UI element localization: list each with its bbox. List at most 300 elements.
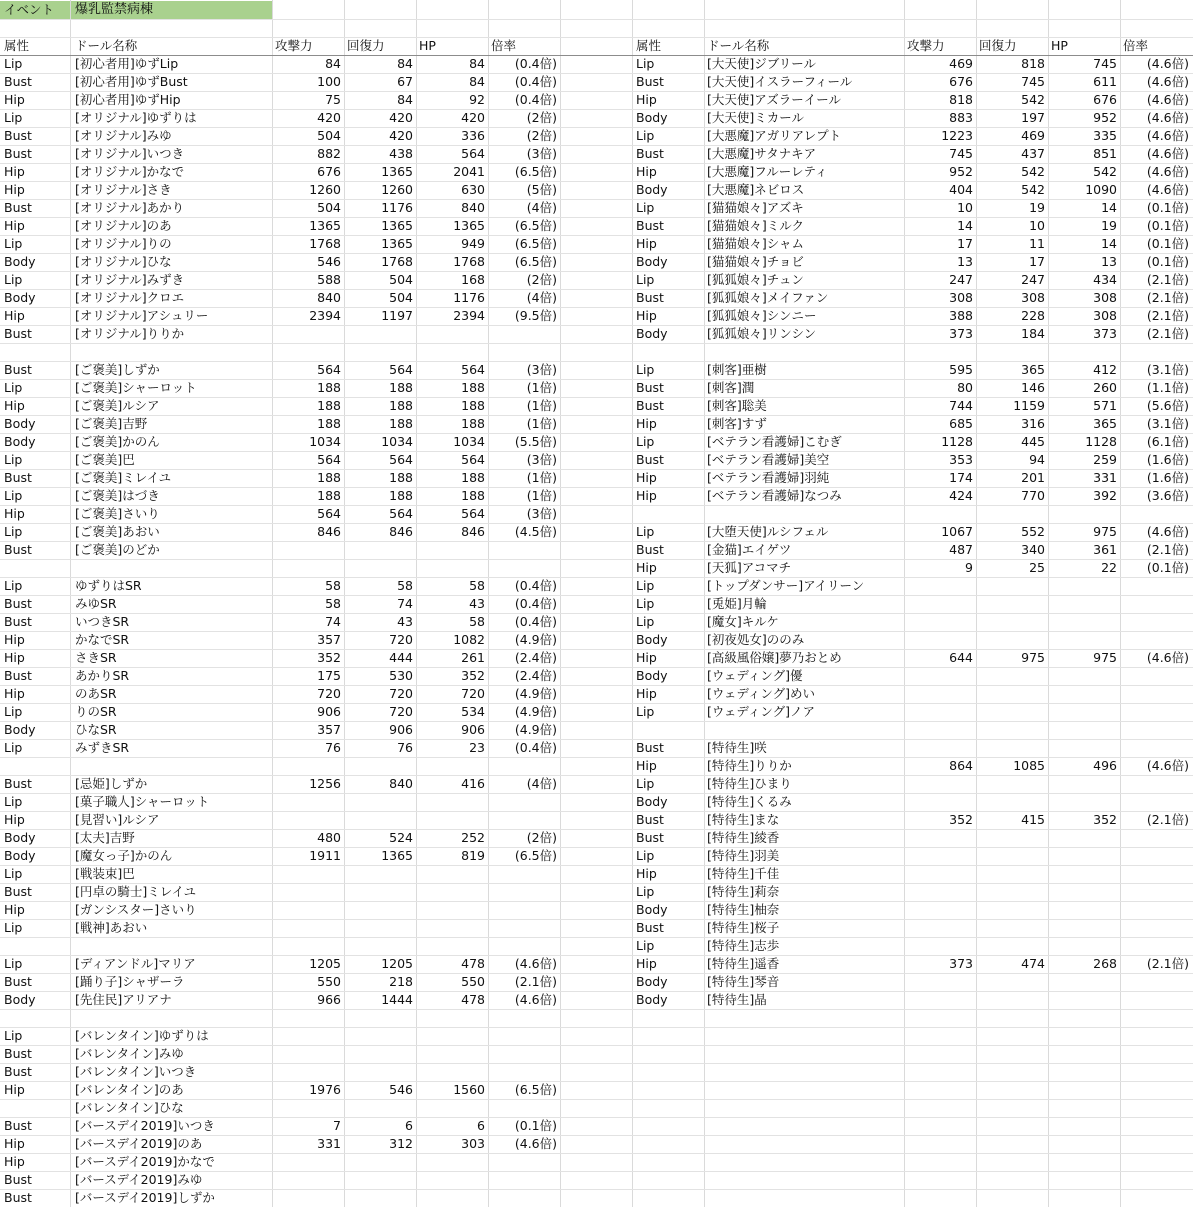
- cell-multiplier[interactable]: (2.1倍): [1146, 308, 1189, 323]
- cell-multiplier[interactable]: (1倍): [526, 416, 557, 431]
- cell-multiplier[interactable]: (2.1倍): [514, 974, 557, 989]
- cell-attribute[interactable]: Body: [636, 992, 668, 1007]
- cell-multiplier[interactable]: (2倍): [526, 830, 557, 845]
- cell-attribute[interactable]: Bust: [4, 974, 32, 989]
- cell-doll-name[interactable]: [狐狐娘々]シンニー: [707, 308, 817, 323]
- cell-doll-name[interactable]: [特待生]遥香: [707, 956, 780, 971]
- cell-multiplier[interactable]: (4.6倍): [1146, 110, 1189, 125]
- cell-multiplier[interactable]: (4.6倍): [1146, 758, 1189, 773]
- cell-hp[interactable]: 188: [461, 470, 485, 485]
- cell-multiplier[interactable]: (4.9倍): [514, 632, 557, 647]
- cell-attribute[interactable]: Bust: [636, 452, 664, 467]
- cell-doll-name[interactable]: [オリジナル]みゆ: [75, 128, 172, 143]
- cell-attribute[interactable]: Hip: [4, 632, 25, 647]
- cell-attack[interactable]: 13: [957, 254, 973, 269]
- cell-recovery[interactable]: 58: [397, 578, 413, 593]
- cell-doll-name[interactable]: [ご褒美]ルシア: [75, 398, 160, 413]
- cell-attack[interactable]: 744: [949, 398, 973, 413]
- cell-multiplier[interactable]: (3倍): [526, 362, 557, 377]
- cell-doll-name[interactable]: [特待生]莉奈: [707, 884, 780, 899]
- cell-attack[interactable]: 373: [949, 956, 973, 971]
- cell-recovery[interactable]: 720: [389, 686, 413, 701]
- cell-attack[interactable]: 174: [949, 470, 973, 485]
- cell-attribute[interactable]: Body: [4, 434, 36, 449]
- cell-doll-name[interactable]: [ウェディング]めい: [707, 686, 816, 701]
- cell-multiplier[interactable]: (6.1倍): [1146, 434, 1189, 449]
- cell-attribute[interactable]: Hip: [4, 398, 25, 413]
- cell-attribute[interactable]: Hip: [636, 956, 657, 971]
- cell-attack[interactable]: 404: [949, 182, 973, 197]
- cell-multiplier[interactable]: (6.5倍): [514, 218, 557, 233]
- cell-attribute[interactable]: Hip: [636, 164, 657, 179]
- cell-doll-name[interactable]: [初心者用]ゆずHip: [75, 92, 181, 107]
- cell-recovery[interactable]: 530: [389, 668, 413, 683]
- cell-attribute[interactable]: Hip: [636, 488, 657, 503]
- cell-attack[interactable]: 1034: [309, 434, 341, 449]
- cell-multiplier[interactable]: (9.5倍): [514, 308, 557, 323]
- cell-attack[interactable]: 469: [949, 56, 973, 71]
- cell-doll-name[interactable]: [兎姫]月輪: [707, 596, 767, 611]
- cell-recovery[interactable]: 524: [389, 830, 413, 845]
- cell-doll-name[interactable]: [特待生]ひまり: [707, 776, 792, 791]
- cell-doll-name[interactable]: [ウェディング]ノア: [707, 704, 816, 719]
- cell-recovery[interactable]: 1197: [381, 308, 413, 323]
- cell-multiplier[interactable]: (1倍): [526, 380, 557, 395]
- cell-attribute[interactable]: Body: [4, 416, 36, 431]
- cell-multiplier[interactable]: (4.6倍): [1146, 524, 1189, 539]
- cell-attribute[interactable]: Hip: [636, 560, 657, 575]
- cell-multiplier[interactable]: (4.6倍): [1146, 74, 1189, 89]
- cell-multiplier[interactable]: (1倍): [526, 398, 557, 413]
- cell-hp[interactable]: 571: [1093, 398, 1117, 413]
- cell-multiplier[interactable]: (1倍): [526, 488, 557, 503]
- cell-hp[interactable]: 58: [469, 614, 485, 629]
- cell-hp[interactable]: 1176: [453, 290, 485, 305]
- cell-doll-name[interactable]: [ご褒美]のどか: [75, 542, 160, 557]
- cell-recovery[interactable]: 846: [389, 524, 413, 539]
- cell-attack[interactable]: 564: [317, 506, 341, 521]
- cell-attribute[interactable]: Bust: [4, 470, 32, 485]
- cell-multiplier[interactable]: (3倍): [526, 506, 557, 521]
- cell-doll-name[interactable]: [魔女っ子]かのん: [75, 848, 173, 863]
- cell-attribute[interactable]: Bust: [636, 74, 664, 89]
- cell-attribute[interactable]: Bust: [4, 200, 32, 215]
- cell-recovery[interactable]: 542: [1021, 92, 1045, 107]
- cell-multiplier[interactable]: (0.4倍): [514, 596, 557, 611]
- cell-doll-name[interactable]: [太夫]吉野: [75, 830, 135, 845]
- cell-recovery[interactable]: 1260: [381, 182, 413, 197]
- cell-doll-name[interactable]: [特待生]志歩: [707, 938, 780, 953]
- cell-hp[interactable]: 14: [1101, 200, 1117, 215]
- cell-attribute[interactable]: Hip: [636, 236, 657, 251]
- cell-attribute[interactable]: Lip: [636, 200, 655, 215]
- cell-recovery[interactable]: 474: [1021, 956, 1045, 971]
- cell-multiplier[interactable]: (0.1倍): [1146, 560, 1189, 575]
- cell-recovery[interactable]: 10: [1029, 218, 1045, 233]
- cell-attribute[interactable]: Lip: [4, 236, 23, 251]
- cell-recovery[interactable]: 504: [389, 272, 413, 287]
- cell-recovery[interactable]: 74: [397, 596, 413, 611]
- cell-doll-name[interactable]: [特待生]桜子: [707, 920, 780, 935]
- cell-hp[interactable]: 13: [1101, 254, 1117, 269]
- cell-attack[interactable]: 1256: [309, 776, 341, 791]
- cell-recovery[interactable]: 188: [389, 488, 413, 503]
- cell-attribute[interactable]: Body: [636, 902, 668, 917]
- cell-recovery[interactable]: 818: [1021, 56, 1045, 71]
- cell-attack[interactable]: 352: [949, 812, 973, 827]
- cell-attack[interactable]: 864: [949, 758, 973, 773]
- cell-attribute[interactable]: Body: [636, 326, 668, 341]
- cell-doll-name[interactable]: [特待生]琴音: [707, 974, 780, 989]
- cell-doll-name[interactable]: [狐狐娘々]チュン: [707, 272, 804, 287]
- cell-attribute[interactable]: Lip: [4, 524, 23, 539]
- cell-hp[interactable]: 84: [469, 74, 485, 89]
- cell-attribute[interactable]: Body: [4, 290, 36, 305]
- cell-attribute[interactable]: Bust: [636, 812, 664, 827]
- cell-attribute[interactable]: Bust: [4, 1118, 32, 1133]
- cell-attribute[interactable]: Bust: [4, 1046, 32, 1061]
- cell-doll-name[interactable]: [オリジナル]りりか: [75, 326, 185, 341]
- cell-doll-name[interactable]: りのSR: [75, 704, 117, 719]
- cell-multiplier[interactable]: (0.4倍): [514, 614, 557, 629]
- cell-doll-name[interactable]: [特待生]柚奈: [707, 902, 780, 917]
- header-multiplier[interactable]: 倍率: [1123, 38, 1149, 53]
- cell-attack[interactable]: 84: [325, 56, 341, 71]
- cell-attack[interactable]: 308: [949, 290, 973, 305]
- cell-attack[interactable]: 564: [317, 452, 341, 467]
- cell-recovery[interactable]: 188: [389, 416, 413, 431]
- cell-attribute[interactable]: Hip: [4, 902, 25, 917]
- cell-attribute[interactable]: Bust: [4, 542, 32, 557]
- cell-attack[interactable]: 1067: [941, 524, 973, 539]
- cell-hp[interactable]: 420: [461, 110, 485, 125]
- cell-doll-name[interactable]: [オリジナル]ゆずりは: [75, 110, 197, 125]
- header-recovery[interactable]: 回復力: [979, 38, 1017, 53]
- cell-doll-name[interactable]: [初心者用]ゆずBust: [75, 74, 188, 89]
- cell-attack[interactable]: 188: [317, 398, 341, 413]
- cell-doll-name[interactable]: [オリジナル]アシュリー: [75, 308, 209, 323]
- cell-attribute[interactable]: Bust: [4, 326, 32, 341]
- cell-attack[interactable]: 188: [317, 488, 341, 503]
- cell-multiplier[interactable]: (4.6倍): [514, 1136, 557, 1151]
- cell-multiplier[interactable]: (4.6倍): [1146, 56, 1189, 71]
- cell-attack[interactable]: 188: [317, 470, 341, 485]
- cell-doll-name[interactable]: [バレンタイン]のあ: [75, 1082, 184, 1097]
- cell-recovery[interactable]: 247: [1021, 272, 1045, 287]
- cell-hp[interactable]: 308: [1093, 290, 1117, 305]
- cell-hp[interactable]: 542: [1093, 164, 1117, 179]
- cell-attribute[interactable]: Body: [4, 722, 36, 737]
- cell-attack[interactable]: 1976: [309, 1082, 341, 1097]
- cell-recovery[interactable]: 25: [1029, 560, 1045, 575]
- cell-hp[interactable]: 416: [461, 776, 485, 791]
- cell-hp[interactable]: 952: [1093, 110, 1117, 125]
- cell-doll-name[interactable]: [踊り子]シャザーラ: [75, 974, 185, 989]
- cell-hp[interactable]: 352: [461, 668, 485, 683]
- cell-doll-name[interactable]: [バレンタイン]ゆずりは: [75, 1028, 209, 1043]
- cell-attack[interactable]: 1365: [309, 218, 341, 233]
- cell-attack[interactable]: 846: [317, 524, 341, 539]
- cell-doll-name[interactable]: [菓子職人]シャーロット: [75, 794, 210, 809]
- header-attack[interactable]: 攻撃力: [907, 38, 945, 53]
- cell-hp[interactable]: 630: [461, 182, 485, 197]
- cell-attack[interactable]: 357: [317, 632, 341, 647]
- cell-multiplier[interactable]: (2倍): [526, 272, 557, 287]
- cell-doll-name[interactable]: [大悪魔]アガリアレプト: [707, 128, 842, 143]
- cell-attack[interactable]: 685: [949, 416, 973, 431]
- cell-attack[interactable]: 588: [317, 272, 341, 287]
- cell-doll-name[interactable]: [大天使]イスラーフィール: [707, 74, 853, 89]
- cell-multiplier[interactable]: (4.9倍): [514, 686, 557, 701]
- cell-multiplier[interactable]: (2倍): [526, 110, 557, 125]
- cell-hp[interactable]: 434: [1093, 272, 1117, 287]
- cell-hp[interactable]: 564: [461, 452, 485, 467]
- cell-attack[interactable]: 745: [949, 146, 973, 161]
- cell-attack[interactable]: 487: [949, 542, 973, 557]
- cell-attribute[interactable]: Hip: [4, 506, 25, 521]
- cell-hp[interactable]: 564: [461, 146, 485, 161]
- cell-attribute[interactable]: Bust: [636, 218, 664, 233]
- cell-attribute[interactable]: Lip: [4, 1028, 23, 1043]
- cell-hp[interactable]: 1082: [453, 632, 485, 647]
- cell-hp[interactable]: 1034: [453, 434, 485, 449]
- cell-doll-name[interactable]: [バースデイ2019]かなで: [75, 1154, 215, 1169]
- cell-attack[interactable]: 952: [949, 164, 973, 179]
- cell-hp[interactable]: 308: [1093, 308, 1117, 323]
- cell-multiplier[interactable]: (6.5倍): [514, 848, 557, 863]
- cell-recovery[interactable]: 188: [389, 380, 413, 395]
- cell-attack[interactable]: 676: [317, 164, 341, 179]
- cell-hp[interactable]: 1365: [453, 218, 485, 233]
- cell-attribute[interactable]: Bust: [4, 596, 32, 611]
- cell-doll-name[interactable]: [狐狐娘々]リンシン: [707, 326, 817, 341]
- cell-hp[interactable]: 478: [461, 992, 485, 1007]
- cell-hp[interactable]: 676: [1093, 92, 1117, 107]
- cell-doll-name[interactable]: [オリジナル]りの: [75, 236, 172, 251]
- cell-recovery[interactable]: 420: [389, 128, 413, 143]
- cell-doll-name[interactable]: [特待生]咲: [707, 740, 767, 755]
- cell-multiplier[interactable]: (0.1倍): [1146, 236, 1189, 251]
- cell-recovery[interactable]: 1444: [381, 992, 413, 1007]
- cell-attribute[interactable]: Hip: [636, 650, 657, 665]
- cell-attribute[interactable]: Hip: [4, 1082, 25, 1097]
- cell-recovery[interactable]: 840: [389, 776, 413, 791]
- cell-doll-name[interactable]: [初心者用]ゆずLip: [75, 56, 179, 71]
- cell-hp[interactable]: 331: [1093, 470, 1117, 485]
- cell-hp[interactable]: 412: [1093, 362, 1117, 377]
- cell-attack[interactable]: 76: [325, 740, 341, 755]
- cell-attribute[interactable]: Lip: [636, 362, 655, 377]
- cell-attribute[interactable]: Lip: [4, 920, 23, 935]
- cell-doll-name[interactable]: [バレンタイン]みゆ: [75, 1046, 184, 1061]
- cell-attribute[interactable]: Lip: [4, 110, 23, 125]
- cell-doll-name[interactable]: [天狐]アコマチ: [707, 560, 792, 575]
- cell-doll-name[interactable]: [大堕天使]ルシフェル: [707, 524, 829, 539]
- cell-multiplier[interactable]: (3倍): [526, 146, 557, 161]
- cell-doll-name[interactable]: [大悪魔]フルーレティ: [707, 164, 828, 179]
- cell-doll-name[interactable]: [オリジナル]みずき: [75, 272, 185, 287]
- cell-hp[interactable]: 840: [461, 200, 485, 215]
- cell-hp[interactable]: 534: [461, 704, 485, 719]
- header-hp[interactable]: HP: [419, 38, 436, 53]
- cell-attribute[interactable]: Bust: [4, 884, 32, 899]
- cell-doll-name[interactable]: [バースデイ2019]いつき: [75, 1118, 215, 1133]
- cell-attribute[interactable]: Hip: [636, 416, 657, 431]
- cell-attribute[interactable]: Hip: [4, 1154, 25, 1169]
- cell-recovery[interactable]: 228: [1021, 308, 1045, 323]
- cell-attribute[interactable]: Lip: [4, 956, 23, 971]
- cell-recovery[interactable]: 340: [1021, 542, 1045, 557]
- cell-attack[interactable]: 966: [317, 992, 341, 1007]
- cell-doll-name[interactable]: [バースデイ2019]のあ: [75, 1136, 203, 1151]
- cell-recovery[interactable]: 542: [1021, 182, 1045, 197]
- cell-doll-name[interactable]: あかりSR: [75, 668, 130, 683]
- header-attribute[interactable]: 属性: [636, 38, 662, 53]
- event-label[interactable]: イベント: [4, 2, 55, 17]
- cell-attack[interactable]: 100: [317, 74, 341, 89]
- cell-attack[interactable]: 644: [949, 650, 973, 665]
- cell-hp[interactable]: 906: [461, 722, 485, 737]
- cell-multiplier[interactable]: (2.4倍): [514, 650, 557, 665]
- cell-recovery[interactable]: 542: [1021, 164, 1045, 179]
- cell-doll-name[interactable]: [オリジナル]かなで: [75, 164, 185, 179]
- cell-attack[interactable]: 14: [957, 218, 973, 233]
- cell-doll-name[interactable]: [ご褒美]あおい: [75, 524, 160, 539]
- cell-recovery[interactable]: 745: [1021, 74, 1045, 89]
- cell-hp[interactable]: 259: [1093, 452, 1117, 467]
- cell-recovery[interactable]: 365: [1021, 362, 1045, 377]
- cell-multiplier[interactable]: (6.5倍): [514, 236, 557, 251]
- cell-hp[interactable]: 6: [477, 1118, 485, 1133]
- cell-recovery[interactable]: 308: [1021, 290, 1045, 305]
- cell-doll-name[interactable]: [特待生]くるみ: [707, 794, 792, 809]
- cell-recovery[interactable]: 188: [389, 398, 413, 413]
- cell-attribute[interactable]: Hip: [4, 650, 25, 665]
- cell-attribute[interactable]: Body: [4, 254, 36, 269]
- cell-hp[interactable]: 1768: [453, 254, 485, 269]
- cell-attribute[interactable]: Hip: [636, 308, 657, 323]
- cell-attack[interactable]: 424: [949, 488, 973, 503]
- cell-attribute[interactable]: Bust: [636, 920, 664, 935]
- cell-hp[interactable]: 336: [461, 128, 485, 143]
- cell-doll-name[interactable]: [バレンタイン]ひな: [75, 1100, 184, 1115]
- cell-attribute[interactable]: Lip: [636, 524, 655, 539]
- cell-multiplier[interactable]: (4.6倍): [1146, 182, 1189, 197]
- cell-hp[interactable]: 373: [1093, 326, 1117, 341]
- cell-recovery[interactable]: 1034: [381, 434, 413, 449]
- cell-recovery[interactable]: 218: [389, 974, 413, 989]
- cell-hp[interactable]: 19: [1101, 218, 1117, 233]
- cell-doll-name[interactable]: [ご褒美]かのん: [75, 434, 160, 449]
- cell-recovery[interactable]: 76: [397, 740, 413, 755]
- cell-attribute[interactable]: Lip: [636, 128, 655, 143]
- cell-hp[interactable]: 23: [469, 740, 485, 755]
- cell-attack[interactable]: 1128: [941, 434, 973, 449]
- cell-attribute[interactable]: Hip: [4, 218, 25, 233]
- cell-multiplier[interactable]: (4.6倍): [1146, 92, 1189, 107]
- cell-attribute[interactable]: Hip: [4, 182, 25, 197]
- cell-attribute[interactable]: Body: [4, 830, 36, 845]
- cell-recovery[interactable]: 420: [389, 110, 413, 125]
- cell-doll-name[interactable]: [バースデイ2019]しずか: [75, 1190, 215, 1205]
- cell-multiplier[interactable]: (4.5倍): [514, 524, 557, 539]
- cell-recovery[interactable]: 1365: [381, 218, 413, 233]
- cell-attack[interactable]: 720: [317, 686, 341, 701]
- cell-attribute[interactable]: Bust: [4, 362, 32, 377]
- cell-recovery[interactable]: 17: [1029, 254, 1045, 269]
- cell-recovery[interactable]: 720: [389, 704, 413, 719]
- cell-multiplier[interactable]: (3倍): [526, 452, 557, 467]
- cell-attribute[interactable]: Lip: [4, 380, 23, 395]
- cell-hp[interactable]: 365: [1093, 416, 1117, 431]
- cell-attack[interactable]: 480: [317, 830, 341, 845]
- cell-hp[interactable]: 188: [461, 380, 485, 395]
- cell-attack[interactable]: 676: [949, 74, 973, 89]
- cell-multiplier[interactable]: (2.1倍): [1146, 956, 1189, 971]
- cell-attribute[interactable]: Bust: [4, 1064, 32, 1079]
- cell-recovery[interactable]: 906: [389, 722, 413, 737]
- cell-multiplier[interactable]: (4.9倍): [514, 722, 557, 737]
- cell-attribute[interactable]: Bust: [4, 1190, 32, 1205]
- cell-attribute[interactable]: Lip: [4, 866, 23, 881]
- cell-recovery[interactable]: 445: [1021, 434, 1045, 449]
- cell-multiplier[interactable]: (2.1倍): [1146, 290, 1189, 305]
- cell-hp[interactable]: 611: [1093, 74, 1117, 89]
- cell-multiplier[interactable]: (1倍): [526, 470, 557, 485]
- cell-recovery[interactable]: 1085: [1013, 758, 1045, 773]
- cell-attribute[interactable]: Body: [636, 974, 668, 989]
- cell-hp[interactable]: 43: [469, 596, 485, 611]
- cell-attribute[interactable]: Lip: [636, 56, 655, 71]
- cell-hp[interactable]: 1128: [1085, 434, 1117, 449]
- cell-multiplier[interactable]: (0.1倍): [1146, 254, 1189, 269]
- cell-doll-name[interactable]: みゆSR: [75, 596, 117, 611]
- cell-multiplier[interactable]: (0.4倍): [514, 578, 557, 593]
- cell-attack[interactable]: 388: [949, 308, 973, 323]
- cell-doll-name[interactable]: [ご褒美]ミレイユ: [75, 470, 172, 485]
- cell-multiplier[interactable]: (4倍): [526, 290, 557, 305]
- cell-attack[interactable]: 906: [317, 704, 341, 719]
- header-doll-name[interactable]: ドール名称: [75, 38, 138, 53]
- cell-attribute[interactable]: Hip: [4, 92, 25, 107]
- cell-doll-name[interactable]: [トップダンサー]アイリーン: [707, 578, 865, 593]
- cell-doll-name[interactable]: [大天使]ミカール: [707, 110, 805, 125]
- cell-attribute[interactable]: Body: [636, 632, 668, 647]
- cell-attribute[interactable]: Lip: [636, 704, 655, 719]
- cell-attribute[interactable]: Bust: [4, 74, 32, 89]
- cell-attribute[interactable]: Lip: [636, 272, 655, 287]
- cell-attribute[interactable]: Lip: [4, 488, 23, 503]
- cell-attribute[interactable]: Lip: [4, 272, 23, 287]
- cell-hp[interactable]: 361: [1093, 542, 1117, 557]
- cell-recovery[interactable]: 564: [389, 362, 413, 377]
- cell-doll-name[interactable]: [オリジナル]いつき: [75, 146, 185, 161]
- cell-recovery[interactable]: 197: [1021, 110, 1045, 125]
- cell-hp[interactable]: 846: [461, 524, 485, 539]
- cell-attribute[interactable]: Lip: [636, 776, 655, 791]
- cell-attack[interactable]: 1768: [309, 236, 341, 251]
- cell-attack[interactable]: 247: [949, 272, 973, 287]
- cell-doll-name[interactable]: [初夜処女]ののみ: [707, 632, 805, 647]
- cell-attack[interactable]: 75: [325, 92, 341, 107]
- cell-attribute[interactable]: Bust: [4, 614, 32, 629]
- event-title[interactable]: 爆乳監禁病棟: [75, 2, 154, 17]
- cell-attribute[interactable]: Bust: [4, 1172, 32, 1187]
- cell-multiplier[interactable]: (0.4倍): [514, 92, 557, 107]
- cell-doll-name[interactable]: かなでSR: [75, 632, 130, 647]
- cell-doll-name[interactable]: [特待生]晶: [707, 992, 767, 1007]
- cell-doll-name[interactable]: [オリジナル]クロエ: [75, 290, 185, 305]
